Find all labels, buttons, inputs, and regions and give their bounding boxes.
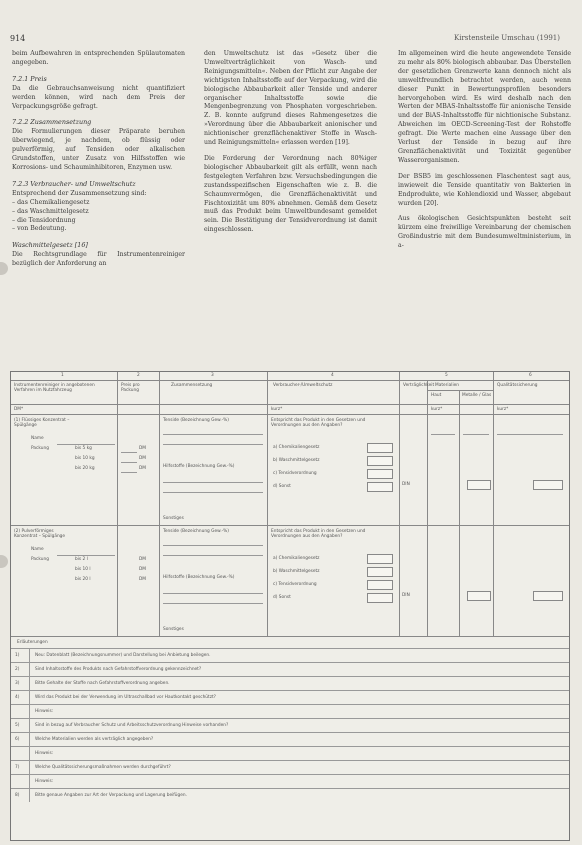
form-rule [11,380,569,381]
price-field[interactable] [121,472,137,473]
paragraph: Die Rechtsgrundlage für Instrumentenreiniger bezüglich der Anforderung an [12,251,185,268]
form-rule [29,663,30,676]
form-rule [11,404,569,405]
footnote-text: Wird das Produkt bei der Verwendung im Ultraschallbad vor Hautkontakt geschützt? [35,695,216,700]
law-item: c) Tensidverordnung [273,582,317,587]
footnote-row [11,746,569,760]
composition-field[interactable] [163,444,263,445]
paragraph: Entsprechend der Zusammensetzung sind: [12,189,147,197]
yes-no-box[interactable] [467,480,491,490]
yes-no-box[interactable] [367,456,393,466]
paragraph: Die Forderung der Verordnung nach 80%iger biologischer Abbaubarkeit gilt als erfüllt, wenn nach festgelegten Verfahren bzw. Versuchsbedingungen die zustandsspezifischen Eigenschaften wie z. B. die Schaumvermögen, die Grenzflächenaktivität und Fischtoxizität um 80% abnehmen. Gemäß dem Gesetz muß das Produkt beim Umweltbundesamt gemeldet sein. Die Bestätigung der Tensidverordnung ist damit eingeschlossen. [204,154,377,234]
question: Entspricht das Produkt in den Gesetzen und Verordnungen aus den Angaben? [271,529,366,539]
form-rule [427,380,428,636]
header-metals: Metalle / Glas [462,393,492,398]
form-rule [427,390,493,391]
law-item: a) Chemikaliengesetz [273,556,320,561]
law-item: b) Waschmittelgesetz [273,458,320,463]
paragraph: den Umweltschutz ist das »Gesetz über die Umweltverträglichkeit von Wasch- und Reinigungsmitteln«. Neben der Pflicht zur Angabe der wichtigsten Inhaltsstoffe auf der Verpackung, wird die biologische Abbaubarkeit aller Tenside und anderer organischer Inhaltsstoffe sowie die Mengenbegrenzung von Phosphaten vorgeschrieben. Z. B. konnte aufgrund dieses Rahmengesetzes die »Verordnung über die Abbaubarkeit anionischer und nichtionischer grenzflächenaktiver Stoffe in Wasch- und Reinigungsmitteln« erlassen werden [19]. [204,50,377,147]
din-label: DIN [402,593,410,598]
footnote-text: 3) [15,681,20,686]
paragraph: Im allgemeinen wird die heute angewendete Tenside zu mehr als 80% biologisch abbaubar. Das Überstellen der gesetzlichen Grenzwerte kann dennoch nicht als umweltfreundlich betrachtet werden, auch wenn dieser Punkt in Bewertungsprofilen besonders hervorgehoben wird. Es wird deshalb nach den Werten der MBAS-Inhaltsstoffe für anionische Tenside und der BiAS-Inhaltsstoffe für nichtionische Substanz. Abweichen im OECD-Screening-Test der Rohstoffe gefragt. Die Werte machen eine Aussage über den Verlust der Tenside in bezug auf ihre Grenzflächenaktivität und Toxizität gegenüber Wasserorganismen. [398,50,571,164]
paragraph: beim Aufbewahren in entsprechenden Spülautomaten angegeben. [12,50,185,66]
din-label: DIN [402,482,410,487]
form-rule [29,719,30,732]
law-item: d) Sonst [273,595,291,600]
unit-label: kurz* [497,407,509,412]
form-rule [159,372,160,636]
footnote-row [11,690,569,704]
text-column-2 [204,50,377,242]
paragraph: Die Formulierungen dieser Präparate beruhen überwiegend, je nachdem, ob flüssig oder pulverförmig, auf Tensiden oder alkalischen Grundstoffen, unter Zusatz von Hilfsstoffen wie Korrosions- und Schauminhibitoren, Enzymen usw. [12,128,185,171]
header-product: Instrumentenreiniger in angebotenen Verfahren im Nutzfahrzeug [14,383,95,393]
other-label: Sonstiges [163,627,184,632]
paragraph: Da die Gebrauchsanweisung nicht quantifiziert werden können, wird nach dem Preis der Verpackungsgröße gefragt. [12,84,185,110]
section-heading: Waschmittelgesetz [16] [12,241,88,250]
form-rule [29,789,30,802]
col-number: 2 [137,373,140,378]
header-compatibility: Verträglichkeit [403,383,435,388]
block-type: (1) Flüssiges Konzentrat – Spülgänge [14,418,70,428]
law-list [12,199,185,235]
col-number: 6 [529,373,532,378]
footnote-text: 6) [15,737,20,742]
composition-label: Tenside (Bezeichnung Gew.-%) [163,418,229,423]
size-label: bis 10 kg [75,456,95,461]
text-column-3 [398,50,571,258]
list-tail: – von Bedeutung. [12,225,185,234]
unit-label: DM* [14,407,24,412]
size-label: bis 2 l [75,557,88,562]
other-label: Sonstiges [163,516,184,521]
questionnaire-form [10,371,570,841]
col-number: 4 [331,373,334,378]
form-rule [29,691,30,704]
metal-field[interactable] [463,434,489,435]
paragraph: Aus ökologischen Gesichtspunkten besteht seit kürzem eine freiwillige Vereinbarung der chemischen Großindustrie mit dem Bundesumweltministerium, in a- [398,215,571,250]
footnote-row [11,774,569,788]
composition-field[interactable] [163,593,263,594]
yes-no-box[interactable] [367,482,393,492]
header-materials: Materialien [435,383,460,388]
unit-label: kurz* [271,407,283,412]
yes-no-box[interactable] [367,554,393,564]
footnote-text: Neu: Datenblatt (Bezeichnungsnummer) und Darstellung bei Anbietung beilegen. [35,653,211,658]
form-rule [11,636,569,637]
name-field[interactable] [57,444,115,445]
packung-label: Packung [31,446,49,451]
yes-no-box[interactable] [467,591,491,601]
composition-label: Hilfsstoffe (Bezeichnung Gew.-%) [163,464,235,469]
footnote-text: Sind Inhaltsstoffe des Produkts nach Gefahrstoffverordnung gekennzeichnet? [35,667,202,672]
footnote-text: 1) [15,653,20,658]
yes-no-box[interactable] [367,593,393,603]
header-quality: Qualitätssicherung [497,383,538,388]
size-label: bis 20 kg [75,466,95,471]
law-item: b) Waschmittelgesetz [273,569,320,574]
section-heading: 7.2.3 Verbraucher- und Umweltschutz [12,179,136,188]
size-label: bis 20 l [75,577,91,582]
name-field[interactable] [57,555,115,556]
list-item: – die Tensidordnung [12,217,185,226]
size-label: bis 10 l [75,567,91,572]
footnote-text: Bitte Gehalte der Stoffe nach Gefahrstoffverordnung angeben. [35,681,170,686]
list-item: – das Waschmittelgesetz [12,208,185,217]
running-title: Kirstensteile Umschau (1991) [453,34,560,42]
price-field[interactable] [121,452,137,453]
form-rule [29,649,30,662]
composition-label: Hilfsstoffe (Bezeichnung Gew.-%) [163,575,235,580]
text-column-1 [12,50,185,276]
question: Entspricht das Produkt in den Gesetzen und Verordnungen aus den Angaben? [271,418,366,428]
footnote-text: 4) [15,695,20,700]
header-price: Preis pro Packung [121,383,140,393]
binder-hole [0,555,8,568]
form-rule [11,525,569,526]
col-number: 1 [61,373,64,378]
footnote-row [11,718,569,732]
law-item: d) Sonst [273,484,291,489]
yes-no-box[interactable] [367,580,393,590]
form-rule [267,372,268,636]
footnote-text: Bitte genaue Angaben zur Art der Verpackung und Lagerung beifügen. [35,793,187,798]
footnote-text: 8) [15,793,20,798]
footnote-text: 5) [15,723,20,728]
unit-label: kurz* [431,407,443,412]
law-item: a) Chemikaliengesetz [273,445,320,450]
footnote-row [11,662,569,676]
yes-no-box[interactable] [367,469,393,479]
price-field[interactable] [121,462,137,463]
composition-field[interactable] [163,555,263,556]
form-rule [29,775,30,788]
page-number: 914 [10,34,26,43]
header-composition: Zusammensetzung [171,383,213,388]
law-item: c) Tensidverordnung [273,471,317,476]
name-label: Name [31,436,44,441]
footnote-text: 7) [15,765,20,770]
section-heading: 7.2.1 Preis [12,74,47,83]
footnote-text: Hinweis: [35,709,54,714]
footnote-text: Sind in bezug auf Verbraucher Schutz und Arbeitsschutzverordnung Hinweise vorhanden? [35,723,229,728]
composition-label: Tenside (Bezeichnung Gew.-%) [163,529,229,534]
footnote-row [11,704,569,718]
form-rule [29,705,30,718]
form-rule [459,390,460,636]
footnote-row [11,648,569,662]
footnote-row [11,732,569,746]
footnote-row [11,788,569,802]
composition-field[interactable] [163,482,263,483]
form-rule [399,372,400,636]
dm-label: DM [139,577,147,582]
size-label: bis 5 kg [75,446,92,451]
footnote-text: Hinweis: [35,751,54,756]
yes-no-box[interactable] [533,480,563,490]
dm-label: DM [139,557,147,562]
form-rule [11,414,569,415]
form-rule [29,747,30,760]
footnote-row [11,760,569,774]
dm-label: DM [139,456,147,461]
form-rule [493,372,494,636]
dm-label: DM [139,567,147,572]
packung-label: Packung [31,557,49,562]
form-rule [29,733,30,746]
col-number: 5 [445,373,448,378]
dm-label: DM [139,446,147,451]
name-label: Name [31,547,44,552]
yes-no-box[interactable] [367,567,393,577]
binder-hole [0,262,8,275]
header-protection: Verbraucher-/Umweltschutz [273,383,333,388]
footnote-text: Welche Materialien werden als verträglich angegeben? [35,737,154,742]
header-skin: Haut [431,393,442,398]
form-rule [29,677,30,690]
footnotes-title: Erläuterungen [17,640,48,645]
form-rule [29,761,30,774]
footnote-row [11,676,569,690]
form-rule [117,372,118,636]
footnote-text: Hinweis: [35,779,54,784]
composition-field[interactable] [163,492,263,493]
composition-field[interactable] [163,434,263,435]
quality-field[interactable] [497,434,563,435]
dm-label: DM [139,466,147,471]
block-type: (2) Pulverförmiges Konzentrat – Spülgänge [14,529,66,539]
composition-field[interactable] [163,545,263,546]
yes-no-box[interactable] [533,591,563,601]
footnote-text: Welche Qualitätssicherungsmaßnahmen werden durchgeführt? [35,765,171,770]
section-heading: 7.2.2 Zusammensetzung [12,118,92,127]
col-number: 3 [211,373,214,378]
footnote-text: 2) [15,667,20,672]
list-item: – das Chemikaliengesetz [12,199,185,208]
composition-field[interactable] [163,603,263,604]
skin-field[interactable] [431,434,455,435]
paragraph: Der BSB5 im geschlossenen Flaschentest sagt aus, inwieweit die Tenside quantitativ von Bakterien in Endprodukte, wie Kohlendioxid und Wasser, abgebaut wurden [20]. [398,172,571,207]
yes-no-box[interactable] [367,443,393,453]
